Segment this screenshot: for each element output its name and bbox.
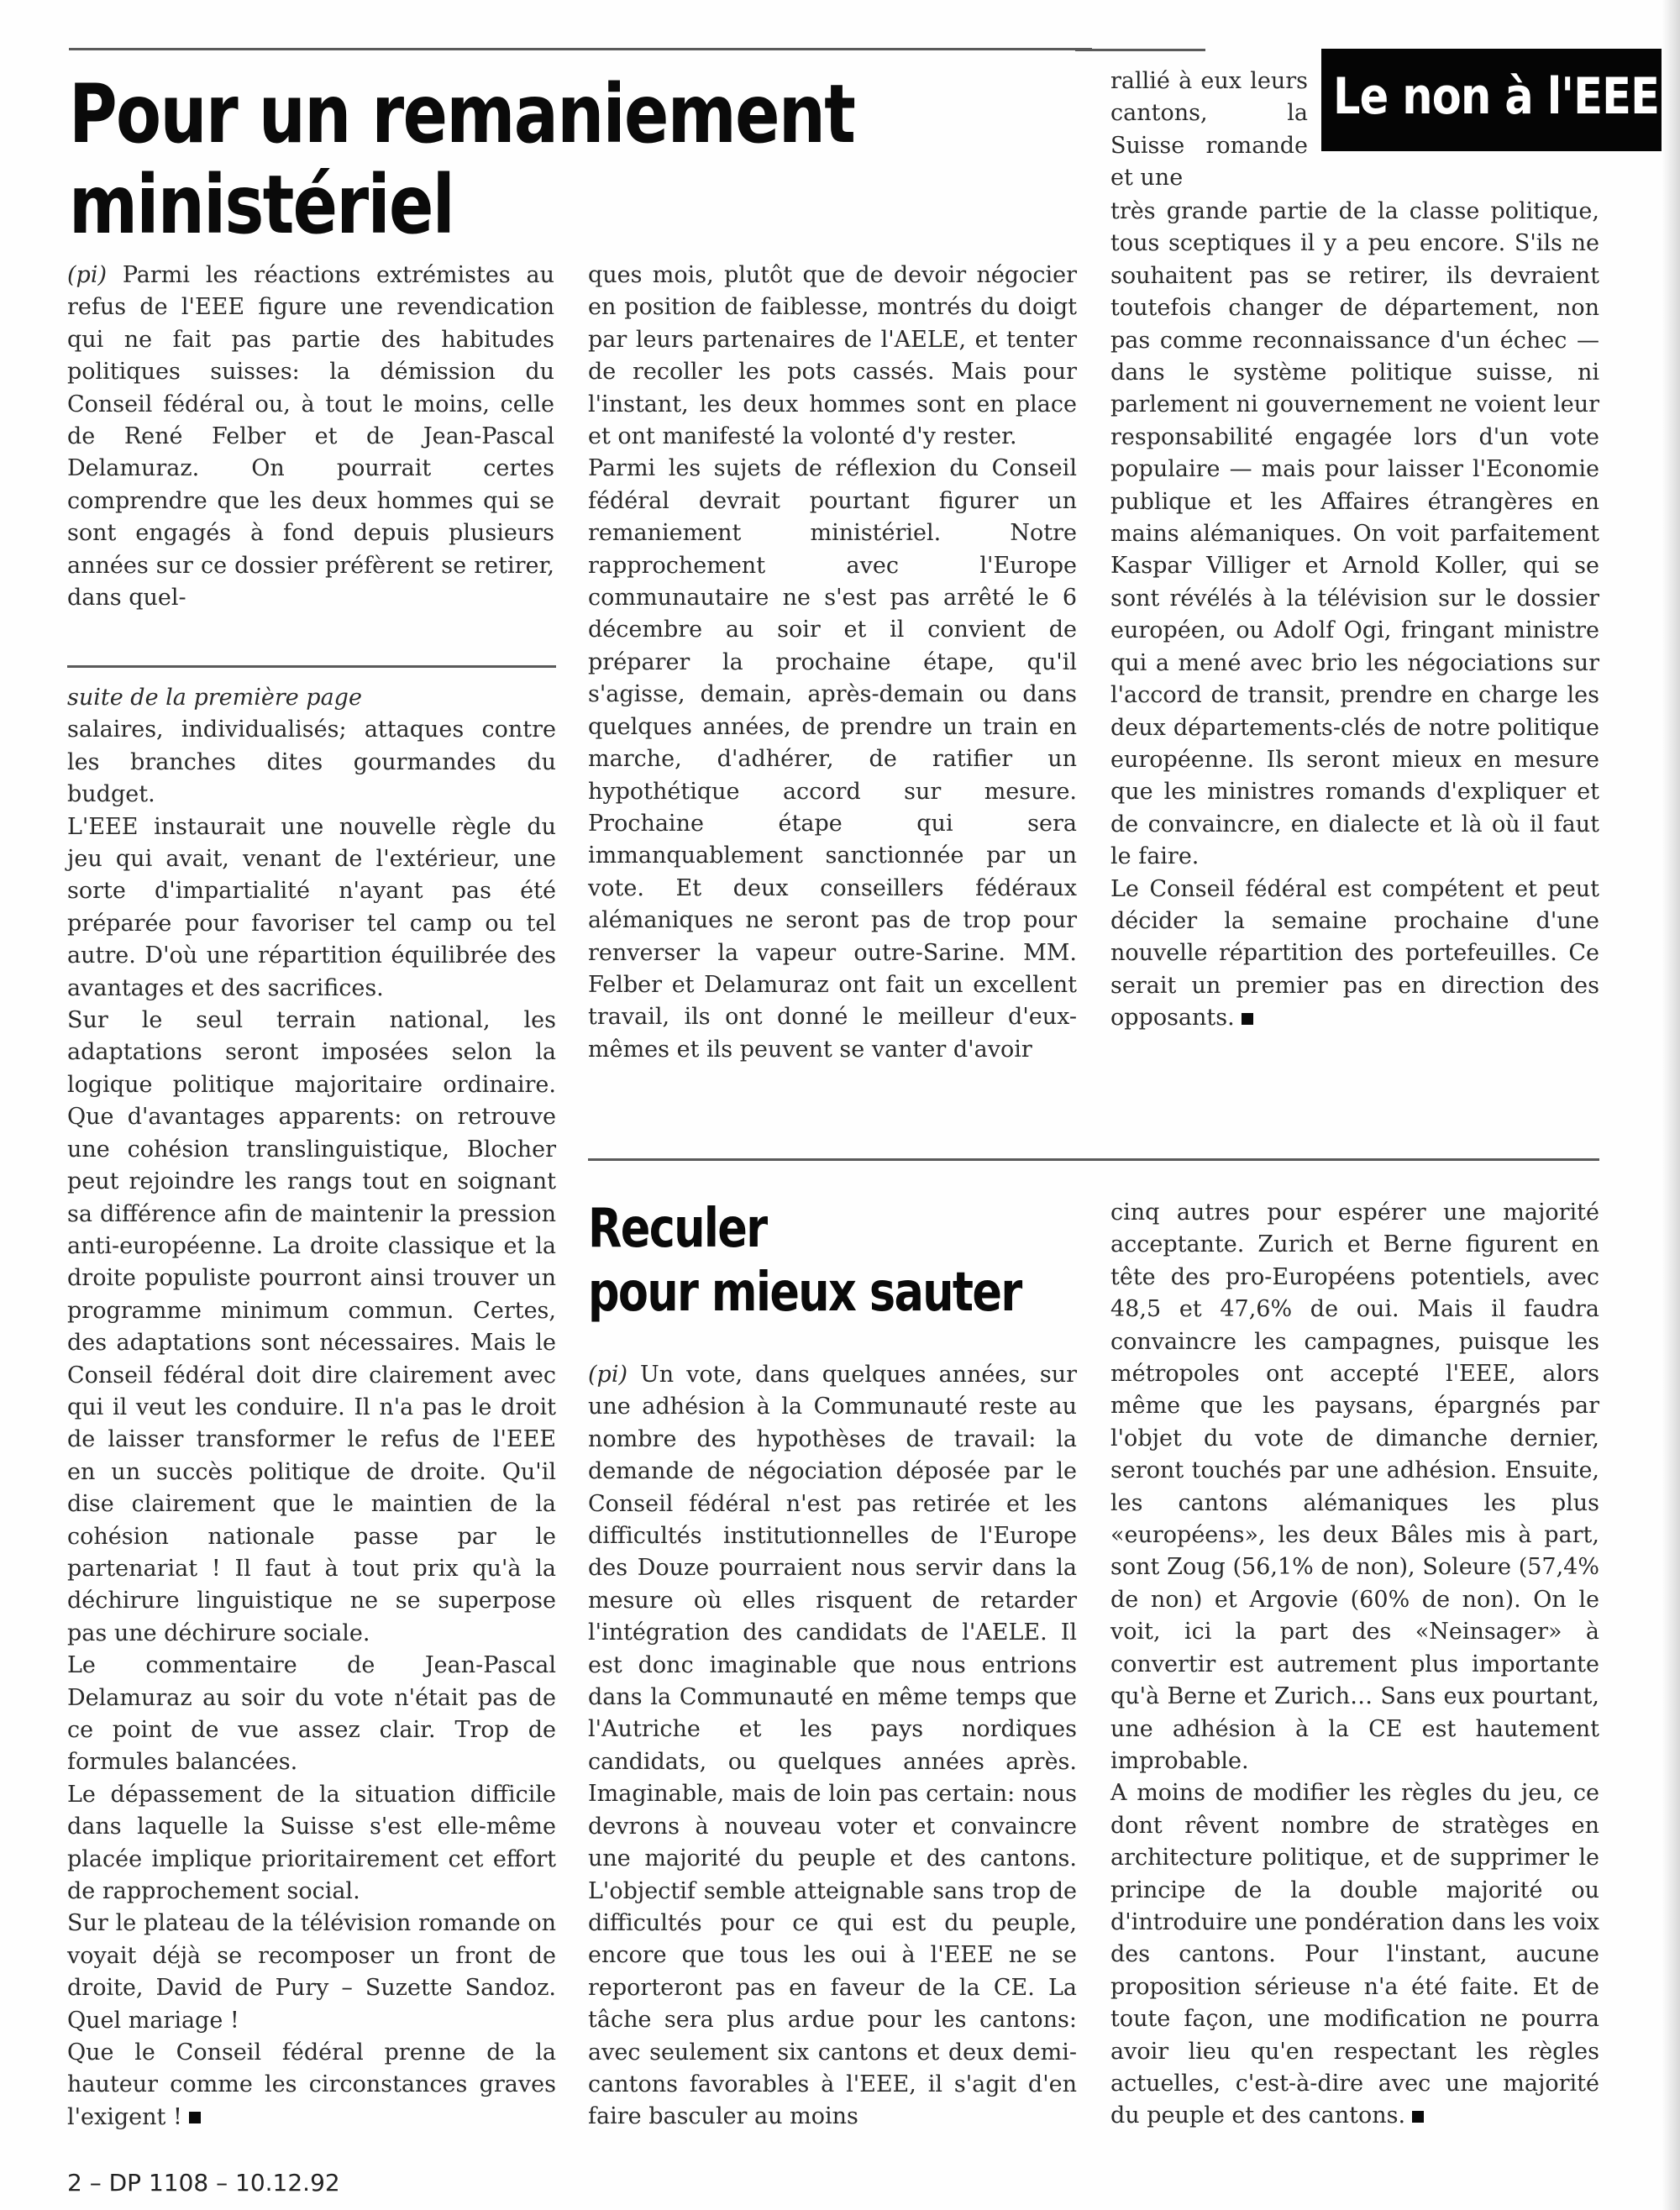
article2-byline: (pi) xyxy=(588,1362,627,1388)
continuation-column xyxy=(67,682,556,2134)
article1-col3-paragraph1: très grande partie de la classe politique, tous sceptiques il y a peu encore. S'ils ne souhaitent pas se retirer, ils devraient toutefois changer de département, non pas comme reconnaissance d'un échec — dans le système politique suisse, ni parlement ni gouvernement ne voient leur responsabilité engagée lors d'un vote populaire — mais pour laisser l'Economie publique et les Affaires étrangères en mains alémaniques. On voit parfaitement Kaspar Villiger et Arnold Koller, qui se sont révélés à la télévision sur le dossier européen, ou Adolf Ogi, fringant ministre qui a mené avec brio les négociations sur l'accord de transit, prendre en charge les deux départements-clés de notre politique européenne. Ils seront mieux en mesure que les ministres romands d'expliquer et de convaincre, en dialecte et là où il faut le faire. xyxy=(1110,198,1599,870)
article1-col2-paragraph1: ques mois, plutôt que de devoir négocier en position de faiblesse, montrés du doigt par leurs partenaires de l'AELE, et tenter de recoller les pots cassés. Mais pour l'instant, les deux hommes sont en place et ont manifesté la volonté d'y rester. xyxy=(588,262,1077,450)
continuation-paragraph: Sur le plateau de la télévision romande on voyait déjà se recomposer un front de droite, David de Pury – Suzette Sandoz. Quel mariage ! xyxy=(67,1910,556,2034)
continuation-paragraph: Le commentaire de Jean-Pascal Delamuraz au soir du vote n'était pas de ce point de vue assez clair. Trop de formules balancées. xyxy=(67,1652,556,1776)
article2-rule xyxy=(588,1158,1599,1161)
article1-column3 xyxy=(1110,196,1599,1035)
continuation-rule xyxy=(67,665,556,668)
article1-column3-narrow xyxy=(1110,66,1308,195)
continuation-paragraph: Sur le seul terrain national, les adaptations seront imposées selon la logique politique majoritaire ordinaire. Que d'avantages apparents: on retrouve une cohésion translinguistique, Blocher peut rejoindre les rangs tout en soignant sa différence afin de maintenir la pression anti-européenne. La droite classique et la droite populiste pourront ainsi trouver un programme minimum commun. Certes, des adaptations sont nécessaires. Mais le Conseil fédéral doit dire clairement avec qui il veut les conduire. Il n'a pas le droit de laisser transformer le refus de l'EEE en un succès politique de droite. Qu'il dise clairement que le maintien de la cohésion nationale passe par le partenariat ! Il faut à tout prix qu'à la déchirure linguistique ne se superpose pas une déchirure sociale. xyxy=(67,1007,556,1646)
article1-title-line1: Pour un remaniement xyxy=(69,67,855,161)
continuation-note: suite de la première page xyxy=(67,685,362,711)
article2-title-line1: Reculer xyxy=(588,1198,767,1260)
article2-column1 xyxy=(588,1359,1077,2134)
continuation-paragraph: salaires, individualisés; attaques contre les branches dites gourmandes du budget. xyxy=(67,717,556,808)
article2-col2-paragraph1: cinq autres pour espérer une majorité acceptante. Zurich et Berne figurent en tête des pro-Européens potentiels, avec 48,5 et 47,6% de oui. Mais il faudra convaincre les campagnes, puisque les métropoles ont accepté l'EEE, alors même que les paysans, épargnés par l'objet du vote de dimanche dernier, seront touchés par une adhésion. Ensuite, les cantons alémaniques les plus «européens», les deux Bâles mis à part, sont Zoug (56,1% de non), Soleure (57,4% de non) et Argovie (60% de non). On le voit, ici la part des «Neinsager» à convertir est autrement plus importante qu'à Berne et Zurich… Sans eux pourtant, une adhésion à la CE est hautement improbable. xyxy=(1110,1199,1599,1774)
section-banner xyxy=(1321,49,1680,151)
section-banner-text: Le non à l'EEE xyxy=(1333,67,1660,126)
page-footer: 2 – DP 1108 – 10.12.92 xyxy=(67,2169,340,2197)
article2-headline xyxy=(588,1197,1021,1325)
article2-col2-paragraph2: A moins de modifier les règles du jeu, ce dont rêvent nombre de stratèges en architecture politique, et de supprimer le principe de la double majorité ou d'introduire une pondération dans les voix des cantons. Pour l'instant, aucune proposition sérieuse n'a été faite. Et de toute façon, une modification ne pourra avoir lieu qu'en respectant les règles actuelles, c'est-à-dire avec une majorité du peuple et des cantons. xyxy=(1110,1780,1599,2129)
article2-column2 xyxy=(1110,1197,1599,2133)
page-edge-shadow xyxy=(1662,0,1680,2210)
continuation-paragraph: Que le Conseil fédéral prenne de la hauteur comme les circonstances graves l'exigent ! xyxy=(67,2039,556,2130)
end-mark-icon xyxy=(1412,2111,1424,2123)
continuation-paragraph: Le dépassement de la situation difficile dans laquelle la Suisse s'est elle-même placée implique prioritairement cet effort de rapprochement social. xyxy=(67,1781,556,1905)
continuation-paragraph: L'EEE instaurait une nouvelle règle du jeu qui avait, venant de l'extérieur, une sorte d'impartialité n'ayant pas été préparée pour favoriser tel camp ou tel autre. D'où une répartition équilibrée des avantages et des sacrifices. xyxy=(67,813,556,1001)
end-mark-icon xyxy=(189,2112,201,2123)
article2-title-line2: pour mieux sauter xyxy=(588,1262,1021,1324)
article1-column2 xyxy=(588,260,1077,1066)
article1-col3-paragraph2: Le Conseil fédéral est compétent et peut décider la semaine prochaine d'une nouvelle répartition des portefeuilles. Ce serait un premier pas en direction des opposants. xyxy=(1110,875,1599,1032)
article1-col3-narrow-text: rallié à eux leurs cantons, la Suisse romande et une xyxy=(1110,68,1308,192)
article2-col1-text: Un vote, dans quelques années, sur une adhésion à la Communauté reste au nombre des hypothèses de travail: la demande de négociation déposée par le Conseil fédéral n'est pas retirée et les difficultés institutionnelles de l'Europe des Douze pourraient nous servir dans la mesure où elles risquent de retarder l'intégration des candidats de l'AELE. Il est donc imaginable que nous entrions dans la Communauté en même temps que l'Autriche et les pays nordiques candidats, ou quelques années après. Imaginable, mais de loin pas certain: nous devrons à nouveau voter et convaincre une majorité du peuple et des cantons. L'objectif semble atteignable sans trop de difficultés pour ce qui est du peuple, encore que tous les oui à l'EEE ne se reporteront pas en faveur de la CE. La tâche sera plus ardue pour les cantons: avec seulement six cantons et deux demi-cantons favorables à l'EEE, il s'agit d'en faire basculer au moins xyxy=(588,1362,1077,2130)
top-rule xyxy=(69,48,1092,50)
article1-byline: (pi) xyxy=(67,262,107,288)
article1-col1-text: Parmi les réactions extrémistes au refus de l'EEE figure une revendication qui ne fait pas partie des habitudes politiques suisses: la démission du Conseil fédéral ou, à tout le moins, celle de René Felber et de Jean-Pascal Delamuraz. On pourrait certes comprendre que les deux hommes qui se sont engagés à fond depuis plusieurs années sur ce dossier préfèrent se retirer, dans quel- xyxy=(67,262,554,612)
article1-title-line2: ministériel xyxy=(69,158,454,252)
end-mark-icon xyxy=(1242,1013,1253,1025)
article1-headline xyxy=(69,69,854,250)
article1-column1 xyxy=(67,260,554,614)
top-rule-right xyxy=(1075,49,1205,51)
article1-col2-paragraph2: Parmi les sujets de réflexion du Conseil fédéral devrait pourtant figurer un remaniement ministériel. Notre rapprochement avec l'Europe communautaire ne s'est pas arrêté le 6 décembre au soir et il convient de préparer la prochaine étape, qu'il s'agisse, demain, après-demain ou dans quelques années, de prendre un train en marche, d'adhérer, de ratifier un hypothétique accord sur mesure. Prochaine étape qui sera immanquablement sanctionnée par un vote. Et deux conseillers fédéraux alémaniques ne seront pas de trop pour renverser la vapeur outre-Sarine. MM. Felber et Delamuraz ont fait un excellent travail, ils ont donné le meilleur d'eux-mêmes et ils peuvent se vanter d'avoir xyxy=(588,455,1077,1063)
